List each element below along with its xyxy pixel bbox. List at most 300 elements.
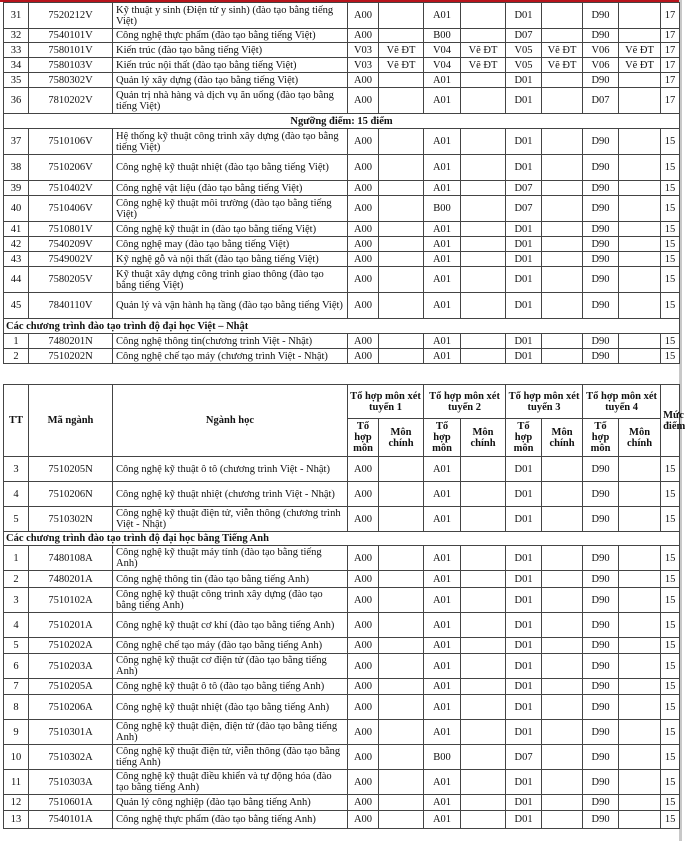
cell-combo-3: D01 bbox=[506, 73, 542, 88]
cell-main-1 bbox=[379, 654, 424, 679]
cell-score: 15 bbox=[661, 770, 680, 795]
cell-combo-2: A01 bbox=[424, 811, 461, 829]
cell-tt: 8 bbox=[4, 695, 29, 720]
cell-main-1 bbox=[379, 334, 424, 349]
cell-program-name: Quản trị nhà hàng và dịch vụ ăn uống (đào tạo bằng tiếng Việt) bbox=[113, 88, 348, 114]
cell-combo-4: D90 bbox=[583, 720, 619, 745]
cell-combo-3: V05 bbox=[506, 58, 542, 73]
cell-tt: 35 bbox=[4, 73, 29, 88]
table-row bbox=[4, 349, 680, 364]
cell-main-1 bbox=[379, 349, 424, 364]
table-row bbox=[4, 679, 680, 695]
cell-tt: 2 bbox=[4, 349, 29, 364]
cell-tt: 1 bbox=[4, 546, 29, 571]
cell-tt: 10 bbox=[4, 745, 29, 770]
cell-main-1 bbox=[379, 745, 424, 770]
cell-combo-3: D01 bbox=[506, 88, 542, 114]
cell-combo-3: D01 bbox=[506, 222, 542, 237]
cell-tt: 42 bbox=[4, 237, 29, 252]
table-row bbox=[4, 129, 680, 155]
cell-main-1 bbox=[379, 546, 424, 571]
cell-combo-3: D01 bbox=[506, 795, 542, 811]
cell-main-1 bbox=[379, 129, 424, 155]
cell-tt: 33 bbox=[4, 43, 29, 58]
cell-code: 7520212V bbox=[29, 3, 113, 29]
cell-main-2 bbox=[461, 29, 506, 43]
cell-main-2 bbox=[461, 745, 506, 770]
cell-main-2 bbox=[461, 679, 506, 695]
cell-tt: 5 bbox=[4, 638, 29, 654]
cell-program-name: Công nghệ kỹ thuật điện, điện tử (đào tạo bằng tiếng Anh) bbox=[113, 720, 348, 745]
cell-program-name: Kiến trúc (đào tạo bằng tiếng Việt) bbox=[113, 43, 348, 58]
cell-score: 15 bbox=[661, 638, 680, 654]
cell-program-name: Công nghệ kỹ thuật môi trường (đào tạo bằng tiếng Việt) bbox=[113, 196, 348, 222]
cell-tt: 4 bbox=[4, 482, 29, 507]
cell-score: 15 bbox=[661, 507, 680, 532]
cell-combo-3: D01 bbox=[506, 720, 542, 745]
cell-score: 15 bbox=[661, 482, 680, 507]
table-row bbox=[4, 267, 680, 293]
cell-score: 15 bbox=[661, 129, 680, 155]
cell-program-name: Kỹ nghệ gỗ và nội thất (đào tạo bằng tiếng Việt) bbox=[113, 252, 348, 267]
cell-code: 7510205N bbox=[29, 457, 113, 482]
cell-program-name: Công nghệ kỹ thuật máy tính (đào tạo bằng tiếng Anh) bbox=[113, 546, 348, 571]
cell-main-1 bbox=[379, 3, 424, 29]
table-row bbox=[4, 795, 680, 811]
cell-main-2 bbox=[461, 334, 506, 349]
cell-main-1 bbox=[379, 252, 424, 267]
cell-score: 15 bbox=[661, 293, 680, 319]
cell-main-2 bbox=[461, 88, 506, 114]
cell-combo-1: A00 bbox=[348, 745, 379, 770]
cell-combo-1: A00 bbox=[348, 73, 379, 88]
cell-combo-1: A00 bbox=[348, 507, 379, 532]
cell-main-4 bbox=[619, 507, 661, 532]
cell-main-1 bbox=[379, 770, 424, 795]
cell-tt: 38 bbox=[4, 155, 29, 181]
cell-combo-3: D01 bbox=[506, 638, 542, 654]
cell-combo-1: A00 bbox=[348, 679, 379, 695]
cell-score: 15 bbox=[661, 695, 680, 720]
cell-combo-4: D90 bbox=[583, 252, 619, 267]
cell-combo-1: A00 bbox=[348, 571, 379, 588]
cell-combo-1: A00 bbox=[348, 129, 379, 155]
sub-combo: Tổ hợp môn bbox=[583, 419, 619, 457]
cell-main-4 bbox=[619, 334, 661, 349]
cell-combo-3: D01 bbox=[506, 293, 542, 319]
cell-program-name: Quản lý xây dựng (đào tạo bằng tiếng Việt) bbox=[113, 73, 348, 88]
cell-main-3 bbox=[542, 129, 583, 155]
cell-combo-1: A00 bbox=[348, 349, 379, 364]
cell-combo-2: A01 bbox=[424, 293, 461, 319]
cell-main-1 bbox=[379, 588, 424, 613]
cell-code: 7810202V bbox=[29, 88, 113, 114]
cell-combo-2: A01 bbox=[424, 720, 461, 745]
cell-score: 17 bbox=[661, 73, 680, 88]
cell-code: 7549002V bbox=[29, 252, 113, 267]
cell-main-3 bbox=[542, 349, 583, 364]
cell-combo-2: A01 bbox=[424, 267, 461, 293]
cell-main-2 bbox=[461, 267, 506, 293]
cell-code: 7510203A bbox=[29, 654, 113, 679]
cell-score: 15 bbox=[661, 155, 680, 181]
cell-code: 7510302N bbox=[29, 507, 113, 532]
cell-tt: 2 bbox=[4, 571, 29, 588]
table-row bbox=[4, 654, 680, 679]
cell-combo-4: D90 bbox=[583, 811, 619, 829]
cell-main-1 bbox=[379, 613, 424, 638]
cell-combo-4: D90 bbox=[583, 795, 619, 811]
cell-combo-2: A01 bbox=[424, 770, 461, 795]
cell-main-3 bbox=[542, 588, 583, 613]
cell-main-2 bbox=[461, 638, 506, 654]
cell-tt: 13 bbox=[4, 811, 29, 829]
cell-combo-1: A00 bbox=[348, 654, 379, 679]
cell-combo-1: A00 bbox=[348, 811, 379, 829]
cell-combo-1: A00 bbox=[348, 482, 379, 507]
cell-score: 15 bbox=[661, 811, 680, 829]
cell-main-2 bbox=[461, 720, 506, 745]
cell-score: 15 bbox=[661, 588, 680, 613]
cell-combo-4: D90 bbox=[583, 571, 619, 588]
col-code: Mã ngành bbox=[29, 385, 113, 457]
cell-main-3 bbox=[542, 88, 583, 114]
cell-main-2 bbox=[461, 571, 506, 588]
cell-combo-3: D01 bbox=[506, 546, 542, 571]
sub-combo: Tổ hợp môn bbox=[506, 419, 542, 457]
cell-score: 15 bbox=[661, 349, 680, 364]
cell-main-4 bbox=[619, 181, 661, 196]
table-row bbox=[4, 222, 680, 237]
cell-combo-2: A01 bbox=[424, 349, 461, 364]
cell-combo-3: D07 bbox=[506, 196, 542, 222]
cell-combo-3: D01 bbox=[506, 457, 542, 482]
section-vietnam-japan bbox=[4, 319, 680, 334]
cell-combo-2: A01 bbox=[424, 638, 461, 654]
cell-combo-1: A00 bbox=[348, 334, 379, 349]
cell-main-1 bbox=[379, 457, 424, 482]
cell-combo-1: A00 bbox=[348, 588, 379, 613]
cell-combo-1: A00 bbox=[348, 613, 379, 638]
section-threshold-15-label: Ngưỡng điểm: 15 điểm bbox=[4, 114, 680, 129]
cell-score: 17 bbox=[661, 43, 680, 58]
cell-main-4 bbox=[619, 546, 661, 571]
cell-code: 7510406V bbox=[29, 196, 113, 222]
cell-combo-4: D90 bbox=[583, 237, 619, 252]
cell-tt: 3 bbox=[4, 588, 29, 613]
cell-main-1 bbox=[379, 222, 424, 237]
cell-combo-4: D90 bbox=[583, 349, 619, 364]
sub-combo: Tổ hợp môn bbox=[348, 419, 379, 457]
cell-combo-4: D90 bbox=[583, 546, 619, 571]
cell-combo-1: A00 bbox=[348, 546, 379, 571]
cell-code: 7580205V bbox=[29, 267, 113, 293]
cell-combo-1: A00 bbox=[348, 3, 379, 29]
cell-main-4 bbox=[619, 129, 661, 155]
cell-main-4 bbox=[619, 588, 661, 613]
cell-combo-2: A01 bbox=[424, 654, 461, 679]
cell-combo-3: D01 bbox=[506, 155, 542, 181]
cell-program-name: Công nghệ thông tin(chương trình Việt - Nhật) bbox=[113, 334, 348, 349]
cell-main-3 bbox=[542, 613, 583, 638]
table-row bbox=[4, 571, 680, 588]
cell-score: 15 bbox=[661, 181, 680, 196]
cell-tt: 44 bbox=[4, 267, 29, 293]
table-row bbox=[4, 293, 680, 319]
cell-main-2: Vẽ ĐT bbox=[461, 43, 506, 58]
cell-program-name: Công nghệ kỹ thuật cơ khí (đào tạo bằng tiếng Anh) bbox=[113, 613, 348, 638]
cell-combo-1: A00 bbox=[348, 638, 379, 654]
cell-main-3 bbox=[542, 252, 583, 267]
cell-main-4 bbox=[619, 654, 661, 679]
cell-tt: 6 bbox=[4, 654, 29, 679]
cell-main-4 bbox=[619, 29, 661, 43]
cell-main-3 bbox=[542, 482, 583, 507]
cell-main-3 bbox=[542, 720, 583, 745]
col-group-4: Tổ hợp môn xét tuyển 4 bbox=[583, 385, 661, 419]
cell-main-3: Vẽ ĐT bbox=[542, 58, 583, 73]
cell-program-name: Quản lý và vận hành hạ tầng (đào tạo bằng tiếng Việt) bbox=[113, 293, 348, 319]
cell-main-1: Vẽ ĐT bbox=[379, 43, 424, 58]
cell-main-1 bbox=[379, 638, 424, 654]
sub-main: Môn chính bbox=[542, 419, 583, 457]
cell-combo-2: A01 bbox=[424, 3, 461, 29]
cell-code: 7510202A bbox=[29, 638, 113, 654]
cell-main-3: Vẽ ĐT bbox=[542, 43, 583, 58]
table-row bbox=[4, 58, 680, 73]
cell-combo-3: D01 bbox=[506, 349, 542, 364]
cell-combo-4: D07 bbox=[583, 88, 619, 114]
cell-main-2 bbox=[461, 588, 506, 613]
cell-combo-2: A01 bbox=[424, 588, 461, 613]
cell-program-name: Quản lý công nghiệp (đào tạo bằng tiếng Anh) bbox=[113, 795, 348, 811]
cell-combo-1: A00 bbox=[348, 267, 379, 293]
col-group-1: Tổ hợp môn xét tuyển 1 bbox=[348, 385, 424, 419]
cell-tt: 4 bbox=[4, 613, 29, 638]
table-row bbox=[4, 745, 680, 770]
cell-combo-1: A00 bbox=[348, 795, 379, 811]
cell-combo-2: A01 bbox=[424, 571, 461, 588]
cell-main-2 bbox=[461, 293, 506, 319]
cell-main-4 bbox=[619, 457, 661, 482]
cell-main-4 bbox=[619, 679, 661, 695]
cell-combo-3: D07 bbox=[506, 745, 542, 770]
cell-code: 7580101V bbox=[29, 43, 113, 58]
cell-code: 7580302V bbox=[29, 73, 113, 88]
cell-main-4: Vẽ ĐT bbox=[619, 58, 661, 73]
cell-main-1 bbox=[379, 679, 424, 695]
cell-combo-2: A01 bbox=[424, 507, 461, 532]
cell-main-3 bbox=[542, 196, 583, 222]
cell-score: 15 bbox=[661, 546, 680, 571]
cell-program-name: Công nghệ kỹ thuật điện tử, viễn thông (đào tạo bằng tiếng Anh) bbox=[113, 745, 348, 770]
cell-combo-2: V04 bbox=[424, 43, 461, 58]
cell-combo-3: D01 bbox=[506, 571, 542, 588]
cell-main-2 bbox=[461, 349, 506, 364]
cell-main-2 bbox=[461, 181, 506, 196]
cell-program-name: Công nghệ thông tin (đào tạo bằng tiếng Anh) bbox=[113, 571, 348, 588]
cell-program-name: Công nghệ chế tạo máy (đào tạo bằng tiếng Anh) bbox=[113, 638, 348, 654]
cell-combo-2: A01 bbox=[424, 129, 461, 155]
cell-code: 7510206N bbox=[29, 482, 113, 507]
cell-main-2 bbox=[461, 482, 506, 507]
cell-main-2 bbox=[461, 155, 506, 181]
cell-combo-2: A01 bbox=[424, 155, 461, 181]
cell-main-4 bbox=[619, 88, 661, 114]
cell-combo-4: D90 bbox=[583, 129, 619, 155]
cell-main-3 bbox=[542, 181, 583, 196]
cell-combo-1: A00 bbox=[348, 155, 379, 181]
cell-combo-2: A01 bbox=[424, 457, 461, 482]
cell-code: 7510106V bbox=[29, 129, 113, 155]
cell-combo-1: A00 bbox=[348, 196, 379, 222]
cell-combo-4: D90 bbox=[583, 638, 619, 654]
cell-combo-1: V03 bbox=[348, 43, 379, 58]
cell-main-4 bbox=[619, 795, 661, 811]
cell-program-name: Công nghệ chế tạo máy (chương trình Việt - Nhật) bbox=[113, 349, 348, 364]
cell-main-4 bbox=[619, 73, 661, 88]
cell-combo-3: D01 bbox=[506, 811, 542, 829]
cell-code: 7540101A bbox=[29, 811, 113, 829]
cell-code: 7840110V bbox=[29, 293, 113, 319]
cell-main-1 bbox=[379, 196, 424, 222]
sub-combo: Tổ hợp môn bbox=[424, 419, 461, 457]
cell-main-2 bbox=[461, 196, 506, 222]
cell-main-1 bbox=[379, 482, 424, 507]
cell-combo-4: D90 bbox=[583, 181, 619, 196]
cell-combo-1: A00 bbox=[348, 293, 379, 319]
cell-tt: 7 bbox=[4, 679, 29, 695]
admission-table-2 bbox=[3, 384, 685, 829]
cell-combo-3: D01 bbox=[506, 588, 542, 613]
cell-combo-2: B00 bbox=[424, 29, 461, 43]
cell-main-3 bbox=[542, 237, 583, 252]
admission-table-1 bbox=[3, 2, 680, 364]
cell-code: 7480201N bbox=[29, 334, 113, 349]
cell-score: 15 bbox=[661, 252, 680, 267]
cell-main-1 bbox=[379, 795, 424, 811]
cell-main-2 bbox=[461, 770, 506, 795]
cell-main-2 bbox=[461, 654, 506, 679]
cell-combo-4: D90 bbox=[583, 267, 619, 293]
cell-program-name: Công nghệ vật liệu (đào tạo bằng tiếng Việt) bbox=[113, 181, 348, 196]
cell-combo-3: D01 bbox=[506, 334, 542, 349]
cell-main-1 bbox=[379, 73, 424, 88]
cell-combo-1: A00 bbox=[348, 181, 379, 196]
cell-combo-1: A00 bbox=[348, 222, 379, 237]
cell-code: 7480108A bbox=[29, 546, 113, 571]
cell-combo-4: D90 bbox=[583, 457, 619, 482]
cell-main-3 bbox=[542, 73, 583, 88]
cell-code: 7510601A bbox=[29, 795, 113, 811]
cell-main-2 bbox=[461, 73, 506, 88]
cell-tt: 11 bbox=[4, 770, 29, 795]
cell-combo-4: V06 bbox=[583, 58, 619, 73]
cell-main-3 bbox=[542, 770, 583, 795]
cell-program-name: Công nghệ thực phẩm (đào tạo bằng tiếng Anh) bbox=[113, 811, 348, 829]
cell-program-name: Công nghệ kỹ thuật điều khiển và tự động hóa (đào tạo bằng tiếng Anh) bbox=[113, 770, 348, 795]
cell-score: 15 bbox=[661, 267, 680, 293]
cell-main-3 bbox=[542, 267, 583, 293]
table-row bbox=[4, 482, 680, 507]
cell-tt: 39 bbox=[4, 181, 29, 196]
sub-main: Môn chính bbox=[379, 419, 424, 457]
cell-program-name: Công nghệ kỹ thuật công trình xây dựng (đào tạo bằng tiếng Anh) bbox=[113, 588, 348, 613]
cell-program-name: Công nghệ kỹ thuật nhiệt (đào tạo bằng tiếng Việt) bbox=[113, 155, 348, 181]
cell-combo-2: A01 bbox=[424, 334, 461, 349]
cell-combo-3: D07 bbox=[506, 181, 542, 196]
cell-program-name: Công nghệ kỹ thuật nhiệt (chương trình Việt - Nhật) bbox=[113, 482, 348, 507]
cell-score: 17 bbox=[661, 88, 680, 114]
cell-tt: 45 bbox=[4, 293, 29, 319]
cell-score: 15 bbox=[661, 571, 680, 588]
cell-tt: 5 bbox=[4, 507, 29, 532]
cell-main-4 bbox=[619, 745, 661, 770]
cell-program-name: Công nghệ kỹ thuật in (đào tạo bằng tiếng Việt) bbox=[113, 222, 348, 237]
cell-tt: 1 bbox=[4, 334, 29, 349]
cell-score: 15 bbox=[661, 196, 680, 222]
cell-main-4 bbox=[619, 811, 661, 829]
cell-main-4 bbox=[619, 349, 661, 364]
cell-tt: 32 bbox=[4, 29, 29, 43]
cell-code: 7510206V bbox=[29, 155, 113, 181]
cell-code: 7540101V bbox=[29, 29, 113, 43]
cell-program-name: Công nghệ kỹ thuật ô tô (đào tạo bằng tiếng Anh) bbox=[113, 679, 348, 695]
cell-main-3 bbox=[542, 457, 583, 482]
cell-combo-4: D90 bbox=[583, 654, 619, 679]
cell-combo-1: A00 bbox=[348, 770, 379, 795]
cell-main-2 bbox=[461, 237, 506, 252]
cell-main-2 bbox=[461, 811, 506, 829]
table-row bbox=[4, 588, 680, 613]
cell-combo-3: D07 bbox=[506, 29, 542, 43]
cell-tt: 36 bbox=[4, 88, 29, 114]
table-row bbox=[4, 638, 680, 654]
header-row-top bbox=[4, 385, 680, 419]
cell-program-name: Công nghệ kỹ thuật nhiệt (đào tạo bằng tiếng Anh) bbox=[113, 695, 348, 720]
cell-combo-3: D01 bbox=[506, 482, 542, 507]
cell-combo-3: D01 bbox=[506, 613, 542, 638]
cell-combo-4: D90 bbox=[583, 482, 619, 507]
cell-code: 7580103V bbox=[29, 58, 113, 73]
cell-combo-1: A00 bbox=[348, 29, 379, 43]
cell-combo-4: D90 bbox=[583, 770, 619, 795]
cell-main-4 bbox=[619, 770, 661, 795]
cell-main-3 bbox=[542, 679, 583, 695]
cell-score: 15 bbox=[661, 222, 680, 237]
cell-main-4 bbox=[619, 613, 661, 638]
cell-combo-1: A00 bbox=[348, 252, 379, 267]
cell-score: 15 bbox=[661, 237, 680, 252]
cell-main-1 bbox=[379, 720, 424, 745]
cell-program-name: Kiến trúc nội thất (đào tạo bằng tiếng Việt) bbox=[113, 58, 348, 73]
cell-main-3 bbox=[542, 571, 583, 588]
cell-main-3 bbox=[542, 334, 583, 349]
col-group-2: Tổ hợp môn xét tuyển 2 bbox=[424, 385, 506, 419]
cell-code: 7510202N bbox=[29, 349, 113, 364]
cell-main-4 bbox=[619, 252, 661, 267]
cell-combo-3: D01 bbox=[506, 770, 542, 795]
cell-combo-4: D90 bbox=[583, 507, 619, 532]
cell-combo-4: D90 bbox=[583, 695, 619, 720]
col-name: Ngành học bbox=[113, 385, 348, 457]
cell-program-name: Công nghệ kỹ thuật ô tô (chương trình Việt - Nhật) bbox=[113, 457, 348, 482]
cell-combo-2: V04 bbox=[424, 58, 461, 73]
cell-tt: 37 bbox=[4, 129, 29, 155]
cell-score: 17 bbox=[661, 3, 680, 29]
cell-combo-4: D90 bbox=[583, 3, 619, 29]
table-row bbox=[4, 720, 680, 745]
